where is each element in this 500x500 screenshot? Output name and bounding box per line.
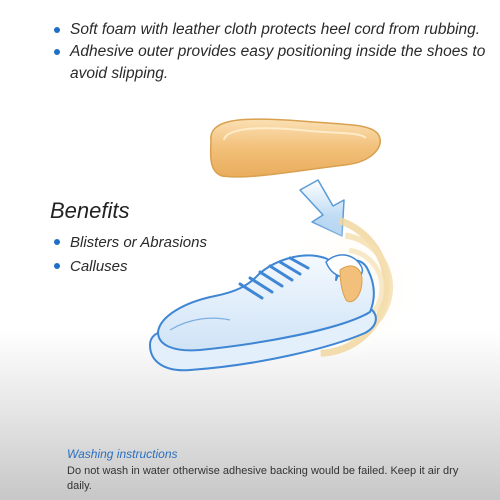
benefits-heading: Benefits [50, 198, 130, 223]
bullet-icon [54, 239, 60, 245]
washing-instructions-text: Do not wash in water otherwise adhesive backing would be failed. Keep it air dry daily. [67, 465, 459, 492]
feature-text: Adhesive outer provides easy positioning inside the shoes to avoid slipping. [70, 43, 486, 82]
benefit-text: Calluses [70, 258, 128, 275]
feature-text: Soft foam with leather cloth protects heel cord from rubbing. [70, 21, 481, 38]
washing-instructions-title: Washing instructions [67, 447, 178, 461]
benefits-list [52, 231, 272, 279]
benefits-list-item [52, 231, 272, 255]
heel-pad-icon [211, 119, 381, 177]
benefits-list-item [52, 255, 272, 279]
benefit-text: Blisters or Abrasions [70, 234, 207, 251]
bullet-icon [54, 263, 60, 269]
